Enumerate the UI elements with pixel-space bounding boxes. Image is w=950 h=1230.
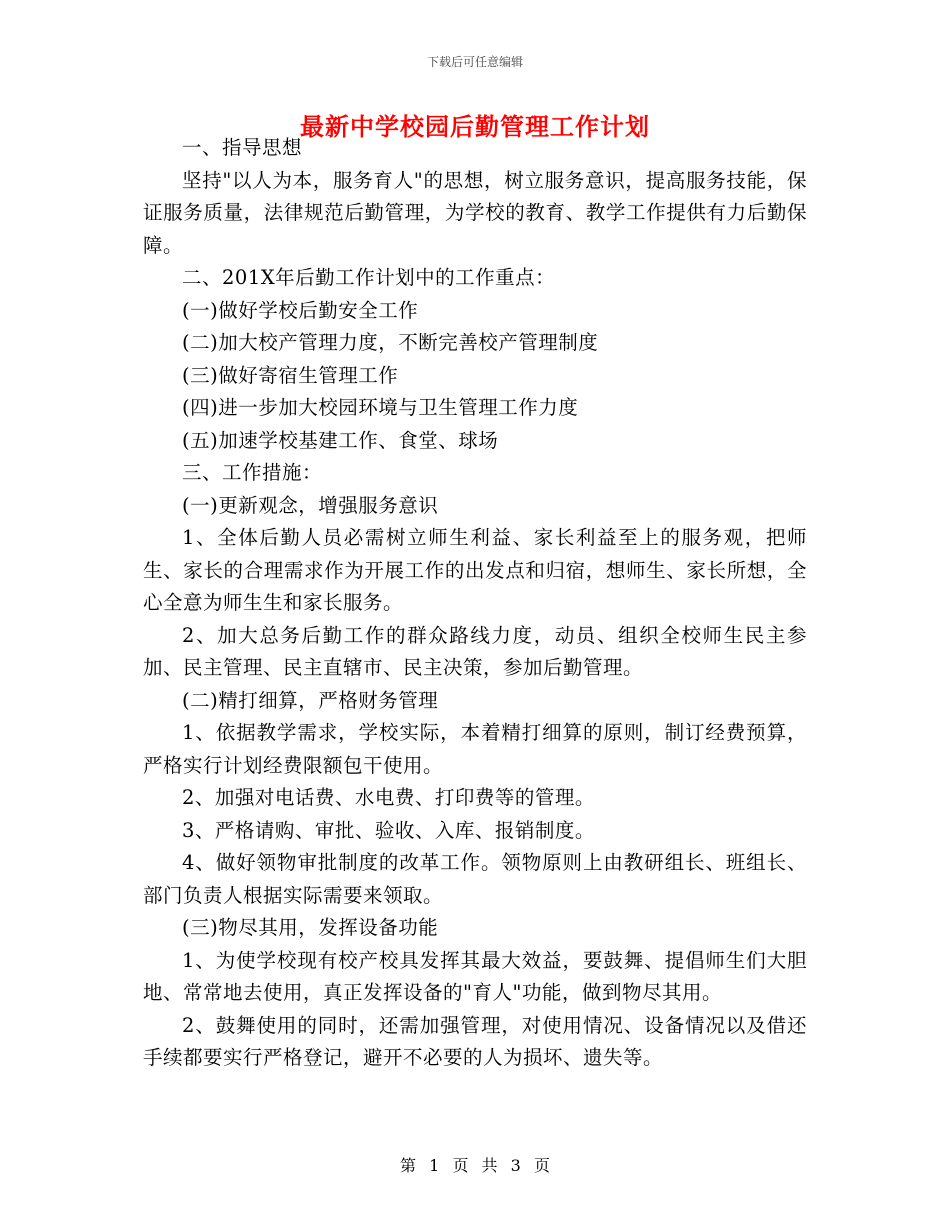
paragraph: (二)加大校产管理力度，不断完善校产管理制度 bbox=[182, 331, 599, 354]
total-suffix: 页 bbox=[533, 1156, 550, 1175]
paragraph: (五)加速学校基建工作、食堂、球场 bbox=[182, 428, 499, 452]
paragraph: 1、为使学校现有校产校具发挥其最大效益，要鼓舞、提倡师生们大胆地、常常地去使用，真正发挥设备的"育人"功能，做到物尽其用。 bbox=[143, 948, 807, 1004]
page-number: 1 bbox=[429, 1156, 440, 1175]
paragraph: 1、依据教学需求，学校实际，本着精打细算的原则，制订经费预算，严格实行计划经费限额包干使用。 bbox=[143, 721, 807, 777]
page-label-prefix: 第 bbox=[400, 1156, 417, 1175]
paragraph: 一、指导思想 bbox=[182, 136, 303, 159]
header-note: 下载后可任意编辑 bbox=[426, 55, 523, 69]
paragraph: 2、加强对电话费、水电费、打印费等的管理。 bbox=[182, 786, 595, 809]
page-footer bbox=[0, 1153, 950, 1176]
paragraph: (三)做好寄宿生管理工作 bbox=[182, 363, 399, 387]
paragraph: 二、201X年后勤工作计划中的工作重点： bbox=[182, 266, 556, 289]
paragraph: 2、加大总务后勤工作的群众路线力度，动员、组织全校师生民主参加、民主管理、民主直辖市、民主决策，参加后勤管理。 bbox=[143, 623, 807, 679]
document-body bbox=[143, 132, 807, 1075]
total-prefix: 共 bbox=[481, 1156, 498, 1175]
paragraph: 2、鼓舞使用的同时，还需加强管理，对使用情况、设备情况以及借还手续都要实行严格登记，避开不必要的人为损坏、遗失等。 bbox=[143, 1013, 807, 1069]
paragraph: 三、工作措施： bbox=[182, 461, 323, 484]
paragraph: (四)进一步加大校园环境与卫生管理工作力度 bbox=[182, 396, 579, 419]
page-label-mid: 页 bbox=[452, 1156, 469, 1175]
document-title: 最新中学校园后勤管理工作计划 bbox=[300, 113, 650, 141]
total-pages: 3 bbox=[510, 1156, 521, 1175]
paragraph: 坚持"以人为本，服务育人"的思想，树立服务意识，提高服务技能，保证服务质量，法律规范后勤管理，为学校的教育、教学工作提供有力后勤保障。 bbox=[143, 168, 807, 257]
paragraph: 4、做好领物审批制度的改革工作。领物原则上由教研组长、班组长、部门负责人根据实际需要来领取。 bbox=[143, 851, 807, 907]
paragraph: (一)更新观念，增强服务意识 bbox=[182, 493, 439, 517]
paragraph: 1、全体后勤人员必需树立师生利益、家长利益至上的服务观，把师生、家长的合理需求作为开展工作的出发点和归宿，想师生、家长所想，全心全意为师生生和家长服务。 bbox=[143, 526, 807, 614]
paragraph: 3、严格请购、审批、验收、入库、报销制度。 bbox=[182, 818, 595, 842]
paragraph: (一)做好学校后勤安全工作 bbox=[182, 298, 419, 322]
paragraph: (二)精打细算，严格财务管理 bbox=[182, 688, 439, 712]
paragraph: (三)物尽其用，发挥设备功能 bbox=[182, 916, 439, 939]
